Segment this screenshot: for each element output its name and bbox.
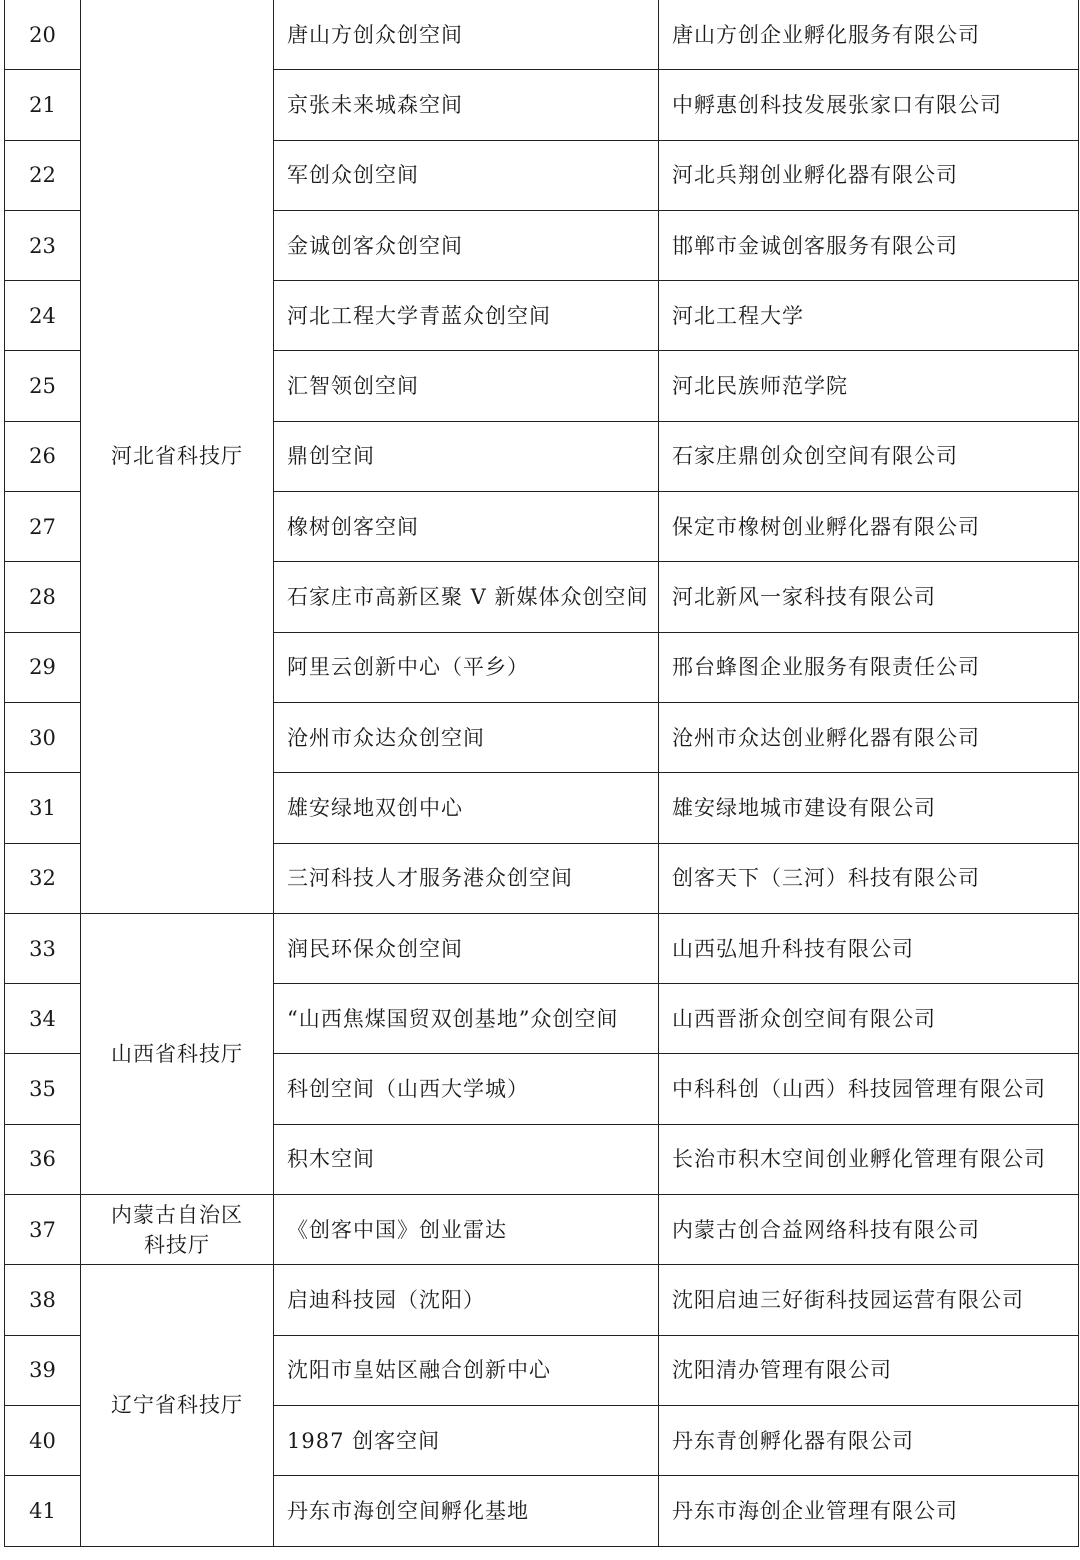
- row-number: 22: [5, 140, 81, 210]
- space-name: 鼎创空间: [274, 421, 659, 491]
- operator-name: 河北民族师范学院: [659, 351, 1079, 421]
- department-label: 辽宁省科技厅: [111, 1393, 243, 1418]
- operator-name: 丹东青创孵化器有限公司: [659, 1405, 1079, 1475]
- row-number: 31: [5, 773, 81, 843]
- operator-name: 丹东市海创企业管理有限公司: [659, 1476, 1079, 1546]
- department-label: 河北省科技厅: [111, 444, 243, 469]
- operator-name: 创客天下（三河）科技有限公司: [659, 843, 1079, 913]
- row-number: 27: [5, 492, 81, 562]
- department-label: 内蒙古自治区科技厅: [111, 1202, 243, 1257]
- row-number: 21: [5, 70, 81, 140]
- operator-name: 中孵惠创科技发展张家口有限公司: [659, 70, 1079, 140]
- operator-name: 沧州市众达创业孵化器有限公司: [659, 702, 1079, 772]
- row-number: 39: [5, 1335, 81, 1405]
- row-number: 30: [5, 702, 81, 772]
- table-row: [5, 1195, 1079, 1265]
- table-row: [5, 0, 1079, 70]
- row-number: 40: [5, 1405, 81, 1475]
- row-number: 23: [5, 210, 81, 280]
- operator-name: 山西弘旭升科技有限公司: [659, 913, 1079, 983]
- operator-name: 中科科创（山西）科技园管理有限公司: [659, 1054, 1079, 1124]
- incubator-list-table: [4, 0, 1079, 1547]
- row-number: 26: [5, 421, 81, 491]
- space-name: 《创客中国》创业雷达: [274, 1195, 659, 1265]
- space-name: “山西焦煤国贸双创基地”众创空间: [274, 984, 659, 1054]
- department-label: 山西省科技厅: [111, 1041, 243, 1066]
- row-number: 28: [5, 562, 81, 632]
- space-name: 沧州市众达众创空间: [274, 702, 659, 772]
- operator-name: 雄安绿地城市建设有限公司: [659, 773, 1079, 843]
- table-row: [5, 913, 1079, 983]
- operator-name: 保定市橡树创业孵化器有限公司: [659, 492, 1079, 562]
- operator-name: 河北工程大学: [659, 281, 1079, 351]
- row-number: 41: [5, 1476, 81, 1546]
- space-name: 京张未来城森空间: [274, 70, 659, 140]
- operator-name: 邢台蜂图企业服务有限责任公司: [659, 632, 1079, 702]
- space-name: 橡树创客空间: [274, 492, 659, 562]
- operator-name: 内蒙古创合益网络科技有限公司: [659, 1195, 1079, 1265]
- department-cell: [81, 913, 274, 1194]
- space-name: 金诚创客众创空间: [274, 210, 659, 280]
- operator-name: 唐山方创企业孵化服务有限公司: [659, 0, 1079, 70]
- space-name: 石家庄市高新区聚 V 新媒体众创空间: [274, 562, 659, 632]
- space-name: 启迪科技园（沈阳）: [274, 1265, 659, 1335]
- space-name: 唐山方创众创空间: [274, 0, 659, 70]
- space-name: 积木空间: [274, 1124, 659, 1194]
- operator-name: 河北新风一家科技有限公司: [659, 562, 1079, 632]
- space-name: 汇智领创空间: [274, 351, 659, 421]
- row-number: 37: [5, 1195, 81, 1265]
- row-number: 33: [5, 913, 81, 983]
- operator-name: 山西晋浙众创空间有限公司: [659, 984, 1079, 1054]
- table-row: [5, 1265, 1079, 1335]
- row-number: 34: [5, 984, 81, 1054]
- row-number: 38: [5, 1265, 81, 1335]
- space-name: 河北工程大学青蓝众创空间: [274, 281, 659, 351]
- department-cell: [81, 1195, 274, 1265]
- row-number: 25: [5, 351, 81, 421]
- space-name: 军创众创空间: [274, 140, 659, 210]
- space-name: 润民环保众创空间: [274, 913, 659, 983]
- operator-name: 邯郸市金诚创客服务有限公司: [659, 210, 1079, 280]
- operator-name: 河北兵翔创业孵化器有限公司: [659, 140, 1079, 210]
- department-cell: [81, 0, 274, 913]
- operator-name: 沈阳启迪三好街科技园运营有限公司: [659, 1265, 1079, 1335]
- operator-name: 石家庄鼎创众创空间有限公司: [659, 421, 1079, 491]
- row-number: 29: [5, 632, 81, 702]
- row-number: 35: [5, 1054, 81, 1124]
- department-cell: [81, 1265, 274, 1546]
- row-number: 32: [5, 843, 81, 913]
- space-name: 沈阳市皇姑区融合创新中心: [274, 1335, 659, 1405]
- space-name: 1987 创客空间: [274, 1405, 659, 1475]
- space-name: 丹东市海创空间孵化基地: [274, 1476, 659, 1546]
- space-name: 科创空间（山西大学城）: [274, 1054, 659, 1124]
- row-number: 24: [5, 281, 81, 351]
- space-name: 三河科技人才服务港众创空间: [274, 843, 659, 913]
- row-number: 36: [5, 1124, 81, 1194]
- row-number: 20: [5, 0, 81, 70]
- operator-name: 长治市积木空间创业孵化管理有限公司: [659, 1124, 1079, 1194]
- space-name: 阿里云创新中心（平乡）: [274, 632, 659, 702]
- space-name: 雄安绿地双创中心: [274, 773, 659, 843]
- operator-name: 沈阳清办管理有限公司: [659, 1335, 1079, 1405]
